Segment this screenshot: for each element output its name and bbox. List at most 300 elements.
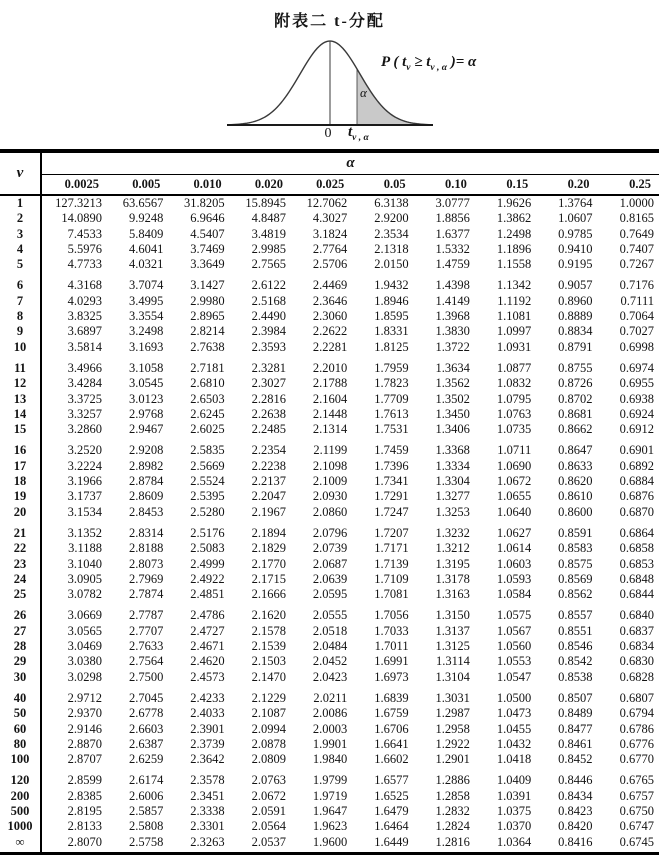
t-value-cell: 0.8889 [558,309,593,324]
t-value-cell: 0.6912 [619,422,654,437]
t-value-cell: 1.3031 [435,690,470,705]
t-value-cell: 6.3138 [374,196,409,210]
t-value-cell: 4.6041 [128,241,164,256]
t-value-cell: 2.2281 [312,339,348,354]
t-value-cell: 1.1896 [496,241,532,256]
t-value-cell: 2.4786 [190,608,225,623]
alpha-value-header: 0.15 [475,175,536,196]
t-value-cell: 2.7764 [312,241,348,256]
t-value-cell: 3.2224 [67,458,103,473]
t-value-cell: 0.6858 [619,541,654,556]
t-value-cell: 2.2047 [251,489,286,504]
nu-cell: 28 [0,639,41,654]
t-value-cell: 3.1058 [128,360,164,375]
t-value-cell: 2.0860 [312,504,348,519]
alpha-values-row [0,175,659,196]
table-row [0,737,659,752]
nu-cell: 20 [0,505,41,520]
table-row [0,505,659,520]
t-value-cell: 3.8325 [67,309,103,324]
t-value-cell: 1.0432 [496,736,532,751]
t-value-cell: 1.3114 [435,654,470,669]
table-row [0,541,659,556]
t-value-cell: 2.3263 [190,834,225,849]
nu-cell: 10 [0,340,41,355]
t-value-cell: 1.7081 [374,587,409,602]
t-value-cell: 2.8707 [67,752,103,767]
t-value-cell: 1.5332 [435,241,470,256]
t-value-cell: 2.8214 [190,324,225,339]
t-value-cell: 1.7171 [374,541,409,556]
t-value-cell: 2.5706 [312,257,348,272]
t-value-cell: 2.1770 [251,556,286,571]
t-value-cell: 6.9646 [190,211,225,226]
t-value-cell: 3.4819 [251,226,286,241]
t-value-cell: 2.4233 [190,690,225,705]
t-value-cell: 12.7062 [306,196,348,210]
table-row [0,639,659,654]
t-value-cell: 2.5758 [128,834,164,849]
t-value-cell: 2.5835 [190,443,225,458]
t-value-cell: 0.8434 [558,788,593,803]
t-value-cell: 2.6006 [128,788,164,803]
t-value-cell: 0.6794 [619,706,654,721]
t-value-cell: 0.8562 [558,587,593,602]
t-value-cell: 2.9985 [251,241,286,256]
table-row [0,835,659,854]
t-value-cell: 2.7638 [190,339,225,354]
t-value-cell: 1.0375 [496,803,532,818]
nu-cell: 27 [0,624,41,639]
table-row [0,309,659,324]
table-row [0,804,659,819]
alpha-column-header [41,151,659,175]
t-value-cell: 3.1737 [67,489,103,504]
t-value-cell: 2.1894 [251,525,286,540]
table-row [0,722,659,737]
t-value-cell: 2.5524 [190,474,225,489]
t-value-cell: 1.0547 [496,669,532,684]
t-value-cell: 1.3304 [435,474,470,489]
t-value-cell: 0.6834 [619,639,654,654]
t-value-cell: 1.0614 [496,541,532,556]
t-value-cell: 2.0591 [251,803,286,818]
t-value-cell: 0.8461 [558,736,593,751]
t-value-cell: 2.6174 [128,773,164,788]
t-value-cell: 3.4284 [67,376,103,391]
alpha-value-header: 0.025 [291,175,352,196]
nu-cell: 25 [0,587,41,602]
t-value-cell: 1.7247 [374,504,409,519]
t-value-cell: 0.8452 [558,752,593,767]
t-value-cell: 0.8542 [558,654,593,669]
axis-zero-label: 0 [324,126,332,141]
t-value-cell: 1.3968 [435,309,470,324]
t-value-cell: 1.3450 [435,406,470,421]
t-value-cell: 2.2816 [251,391,286,406]
t-value-cell: 2.1318 [374,241,409,256]
t-value-cell: 1.9799 [312,773,348,788]
tail-probability-formula [381,54,476,73]
t-value-cell: 2.9712 [67,690,103,705]
t-value-cell: 3.0380 [67,654,103,669]
t-value-cell: 2.1503 [251,654,286,669]
table-row [0,227,659,242]
t-value-cell: 2.9370 [67,706,103,721]
t-value-cell: 2.0687 [312,556,348,571]
t-value-cell: 0.6864 [619,525,654,540]
t-value-cell: 0.7176 [619,278,654,293]
t-value-cell: 2.8453 [128,504,164,519]
nu-cell: 8 [0,309,41,324]
t-value-cell: 2.7564 [128,654,164,669]
t-value-cell: 1.3562 [435,376,470,391]
formula-text: P ( t [381,54,407,70]
nu-cell: 21 [0,520,41,541]
t-value-cell: 0.8591 [558,525,593,540]
t-value-cell: 1.4149 [435,293,470,308]
t-value-cell: 0.8583 [558,541,593,556]
t-value-cell: 2.2010 [312,360,348,375]
table-row [0,324,659,339]
t-value-cell: 2.6503 [190,391,225,406]
t-value-cell: 2.1620 [251,608,286,623]
table-row [0,257,659,272]
table-row [0,602,659,623]
t-value-cell: 2.6387 [128,736,164,751]
t-value-cell: 1.4398 [435,278,470,293]
t-value-cell: 3.1427 [190,278,225,293]
nu-cell: 18 [0,474,41,489]
t-value-cell: 1.0370 [496,819,532,834]
alpha-value-header: 0.005 [107,175,168,196]
t-value-cell: 1.7109 [374,571,409,586]
t-value-cell: 0.6876 [619,489,654,504]
t-value-cell: 1.3178 [435,571,470,586]
nu-cell: 60 [0,722,41,737]
t-value-cell: 1.0593 [496,571,532,586]
nu-cell: 23 [0,557,41,572]
t-value-cell: 2.6778 [128,706,164,721]
t-value-cell: 2.8188 [128,541,164,556]
t-value-cell: 2.0484 [312,639,348,654]
t-value-cell: 2.0809 [251,752,286,767]
t-value-cell: 3.0469 [67,639,103,654]
t-value-cell: 2.0150 [374,257,409,272]
page-title: 附表二 t-分配 [274,13,385,30]
t-value-cell: 0.8647 [558,443,593,458]
t-value-cell: 2.5280 [190,504,225,519]
t-value-cell: 2.0672 [251,788,286,803]
t-value-cell: 0.8507 [558,690,593,705]
t-value-cell: 3.3257 [67,406,103,421]
t-value-cell: 1.3125 [435,639,470,654]
alpha-symbol: α [346,155,355,171]
t-value-cell: 2.3534 [374,226,409,241]
t-value-cell: 2.0739 [312,541,348,556]
t-value-cell: 1.6759 [374,706,409,721]
t-value-cell: 2.0423 [312,669,348,684]
t-value-cell: 1.6839 [374,690,409,705]
t-value-cell: 1.8595 [374,309,409,324]
t-value-cell: 2.6245 [190,406,225,421]
t-value-cell: 2.9467 [128,422,164,437]
t-value-cell: 2.8870 [67,736,103,751]
t-value-cell: 0.6747 [619,819,654,834]
t-value-cell: 0.8575 [558,556,593,571]
table-row [0,474,659,489]
t-value-cell: 0.6901 [619,443,654,458]
t-value-cell: 2.1098 [312,458,348,473]
nu-cell: 40 [0,685,41,706]
t-value-cell: 3.0123 [128,391,164,406]
t-value-cell: 3.3554 [128,309,164,324]
t-value-cell: 2.5808 [128,819,164,834]
t-value-cell: 0.8834 [558,324,593,339]
t-value-cell: 1.0627 [496,525,532,540]
t-value-cell: 1.3212 [435,541,470,556]
t-value-cell: 2.1788 [312,376,348,391]
t-value-cell: 1.2858 [435,788,470,803]
t-value-cell: 1.9719 [312,788,348,803]
t-value-cell: 1.7531 [374,422,409,437]
nu-cell: 29 [0,654,41,669]
t-value-cell: 1.7011 [374,639,409,654]
t-value-cell: 2.0086 [312,706,348,721]
t-value-cell: 2.1009 [312,474,348,489]
t-value-cell: 1.0584 [496,587,532,602]
t-value-cell: 1.7341 [374,474,409,489]
t-value-cell: 1.3104 [435,669,470,684]
nu-cell: 1000 [0,819,41,834]
nu-cell: 1 [0,195,41,211]
t-value-cell: 3.7074 [128,278,164,293]
t-value-cell: 2.3578 [190,773,225,788]
t-value-cell: 15.8945 [245,196,286,210]
nu-cell: 2 [0,211,41,226]
t-value-cell: 5.8409 [128,226,164,241]
t-value-cell: 2.9146 [67,721,103,736]
t-value-cell: 2.3901 [190,721,225,736]
t-value-cell: 1.9626 [496,196,532,210]
t-value-cell: 63.6567 [122,196,164,210]
t-value-cell: 2.8982 [128,458,164,473]
nu-cell: 6 [0,272,41,293]
t-value-cell: 1.8331 [374,324,409,339]
t-value-cell: 1.6706 [374,721,409,736]
t-value-cell: 2.4727 [190,623,225,638]
table-row [0,376,659,391]
t-value-cell: 2.8784 [128,474,164,489]
t-value-cell: 3.2860 [67,422,103,437]
t-value-cell: 2.8070 [67,834,103,849]
formula-subscript-nu-alpha: ν , α [430,63,448,73]
t-value-cell: 1.0655 [496,489,532,504]
t-value-cell: 0.6848 [619,571,654,586]
t-value-cell: 0.6974 [619,360,654,375]
nu-cell: 100 [0,752,41,767]
t-value-cell: 0.6776 [619,736,654,751]
t-value-cell: 0.8960 [558,293,593,308]
t-value-cell: 0.6757 [619,788,654,803]
t-value-cell: 1.3334 [435,458,470,473]
t-value-cell: 0.8620 [558,474,593,489]
alpha-value-header: 0.020 [230,175,291,196]
t-value-cell: 1.3137 [435,623,470,638]
nu-cell: 14 [0,407,41,422]
t-value-cell: 2.0930 [312,489,348,504]
t-label-base: t [348,124,353,140]
t-value-cell: 1.7139 [374,556,409,571]
t-value-cell: 4.8487 [251,211,286,226]
t-value-cell: 0.6924 [619,406,654,421]
nu-cell: 26 [0,602,41,623]
t-value-cell: 0.6765 [619,773,654,788]
table-row [0,670,659,685]
t-value-cell: 1.7959 [374,360,409,375]
t-value-cell: 2.0595 [312,587,348,602]
t-value-cell: 2.1448 [312,406,348,421]
table-row [0,624,659,639]
t-value-cell: 0.7267 [619,257,654,272]
t-value-cell: 1.0418 [496,752,532,767]
t-value-cell: 2.4922 [190,571,225,586]
t-value-cell: 7.4533 [67,226,103,241]
t-value-cell: 2.4033 [190,706,225,721]
t-value-cell: 0.8702 [558,391,593,406]
t-value-cell: 2.3739 [190,736,225,751]
t-value-cell: 0.8546 [558,639,593,654]
t-value-cell: 2.9980 [190,293,225,308]
t-value-cell: 2.1967 [251,504,286,519]
t-value-cell: 2.4469 [312,278,348,293]
t-value-cell: 2.2638 [251,406,286,421]
t-value-cell: 1.3368 [435,443,470,458]
t-value-cell: 0.8416 [558,834,593,849]
table-row [0,422,659,437]
t-value-cell: 1.7613 [374,406,409,421]
t-value-cell: 1.0607 [558,211,593,226]
t-value-cell: 1.9840 [312,752,348,767]
t-value-cell: 0.9410 [558,241,593,256]
t-value-cell: 0.8755 [558,360,593,375]
t-value-cell: 1.1342 [496,278,532,293]
t-value-cell: 1.3406 [435,422,470,437]
t-value-cell: 1.3862 [496,211,532,226]
t-value-cell: 2.3593 [251,339,286,354]
nu-cell: 3 [0,227,41,242]
t-value-cell: 2.1604 [312,391,348,406]
t-value-cell: 3.0298 [67,669,103,684]
nu-cell: 4 [0,242,41,257]
t-value-cell: 3.6897 [67,324,103,339]
t-value-cell: 0.8569 [558,571,593,586]
t-value-cell: 1.0877 [496,360,532,375]
t-value-cell: 0.9785 [558,226,593,241]
t-value-cell: 2.1578 [251,623,286,638]
nu-symbol: ν [16,164,24,181]
t-value-cell: 1.1081 [496,309,532,324]
t-value-cell: 2.5395 [190,489,225,504]
t-value-cell: 1.1192 [497,293,532,308]
t-value-cell: 0.8600 [558,504,593,519]
t-value-cell: 2.9208 [128,443,164,458]
t-value-cell: 1.6479 [374,803,409,818]
t-value-cell: 0.6750 [619,803,654,818]
t-value-cell: 2.1229 [251,690,286,705]
table-row [0,789,659,804]
t-value-cell: 127.3213 [55,196,103,210]
t-value-cell: 2.0452 [312,654,348,669]
t-value-cell: 1.2987 [435,706,470,721]
t-value-cell: 1.1558 [496,257,532,272]
t-value-cell: 0.6938 [619,391,654,406]
t-value-cell: 1.0997 [496,324,532,339]
t-value-cell: 1.6577 [374,773,409,788]
t-value-cell: 1.6377 [435,226,470,241]
table-row [0,587,659,602]
nu-cell: 16 [0,437,41,458]
t-value-cell: 0.6745 [619,834,654,849]
t-value-cell: 2.6603 [128,721,164,736]
t-value-cell: 0.6955 [619,376,654,391]
t-value-cell: 2.1715 [251,571,286,586]
t-value-cell: 3.1040 [67,556,103,571]
t-value-cell: 0.6853 [619,556,654,571]
t-value-cell: 2.3338 [190,803,225,818]
t-value-cell: 4.3168 [67,278,103,293]
nu-cell: ∞ [0,835,41,854]
t-value-cell: 2.3642 [190,752,225,767]
t-value-cell: 2.8965 [190,309,225,324]
t-value-cell: 1.3277 [435,489,470,504]
t-value-cell: 1.3722 [435,339,470,354]
t-value-cell: 2.5857 [128,803,164,818]
t-value-cell: 2.4573 [190,669,225,684]
table-row [0,392,659,407]
t-value-cell: 0.6807 [619,690,654,705]
t-value-cell: 2.8073 [128,556,164,571]
axis-t-critical-label [348,124,369,143]
t-value-cell: 1.3232 [435,525,470,540]
t-value-cell: 1.0640 [496,504,532,519]
t-value-cell: 1.0711 [497,443,532,458]
t-value-cell: 2.8195 [67,803,103,818]
t-value-cell: 1.0931 [496,339,532,354]
t-value-cell: 4.0321 [128,257,164,272]
t-value-cell: 0.6998 [619,339,654,354]
t-value-cell: 2.4671 [190,639,225,654]
t-value-cell: 2.2354 [251,443,286,458]
nu-cell: 9 [0,324,41,339]
t-value-cell: 3.1693 [128,339,164,354]
t-value-cell: 2.0796 [312,525,348,540]
table-row [0,242,659,257]
t-value-cell: 1.3195 [435,556,470,571]
table-row [0,407,659,422]
t-value-cell: 1.7459 [374,443,409,458]
t-value-cell: 1.2824 [435,819,470,834]
nu-cell: 19 [0,489,41,504]
t-value-cell: 3.0905 [67,571,103,586]
t-value-cell: 2.4490 [251,309,286,324]
table-row [0,294,659,309]
t-value-cell: 2.1539 [251,639,286,654]
t-value-cell: 0.8633 [558,458,593,473]
table-row [0,211,659,226]
table-row [0,685,659,706]
t-value-cell: 4.5407 [190,226,225,241]
